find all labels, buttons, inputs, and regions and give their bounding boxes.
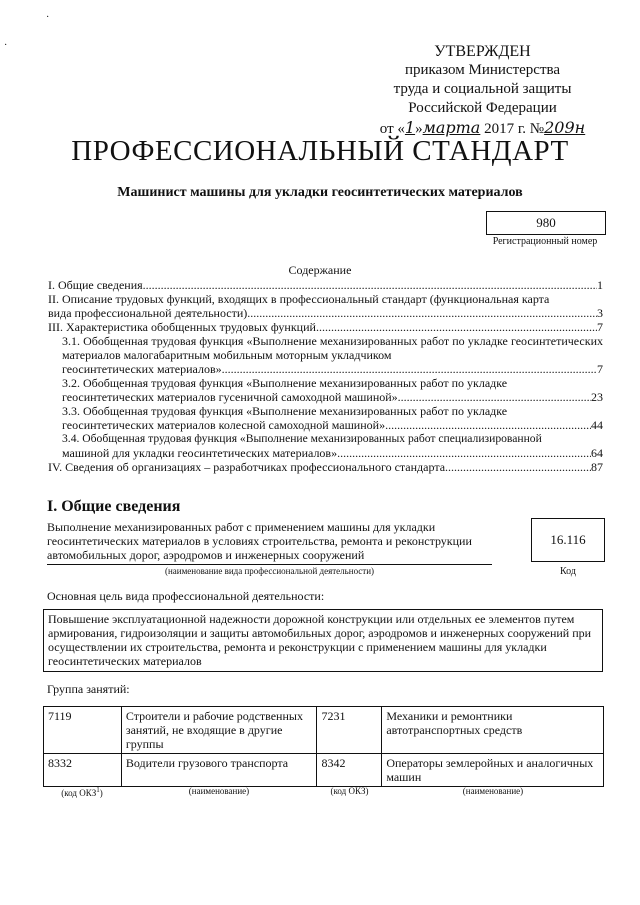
okz-code: 7119 bbox=[44, 707, 122, 754]
activity-code: 16.116 bbox=[531, 518, 605, 562]
toc-item-text: геосинтетических материалов колесной самоходной машиной» bbox=[62, 418, 386, 432]
activity-underline bbox=[47, 564, 492, 565]
toc-item-text: II. Описание трудовых функций, входящих в профессиональный стандарт (функциональная карта bbox=[48, 292, 550, 306]
toc-leader bbox=[247, 306, 597, 320]
toc-item-text: 3.2. Обобщенная трудовая функция «Выполнение механизированных работ по укладке bbox=[62, 376, 508, 390]
occupation-name: Механики и ремонтники автотранспортных средств bbox=[382, 707, 604, 754]
toc-page: 64 bbox=[591, 446, 603, 460]
document-subtitle: Машинист машины для укладки геосинтетических материалов bbox=[117, 185, 523, 200]
table-of-contents bbox=[48, 278, 603, 474]
toc-item-text: вида профессиональной деятельности) bbox=[48, 306, 248, 320]
approval-line: приказом Министерства bbox=[404, 62, 561, 78]
toc-item-text: 3.1. Обобщенная трудовая функция «Выполнение механизированных работ по укладке геосинтетических материалов малогабаритным мобильным моторным укладчиком bbox=[62, 334, 603, 362]
toc-page: 87 bbox=[591, 460, 603, 474]
code-caption: Код bbox=[560, 566, 576, 577]
occupation-groups-table bbox=[43, 706, 604, 787]
toc-item[interactable] bbox=[48, 334, 603, 376]
date-mid: » bbox=[415, 121, 423, 137]
okz-code: 7231 bbox=[317, 707, 382, 754]
occupation-name: Водители грузового транспорта bbox=[121, 754, 317, 787]
toc-item[interactable] bbox=[48, 404, 603, 432]
order-number: 209н bbox=[544, 118, 586, 137]
toc-item-text: III. Характеристика обобщенных трудовых функций bbox=[48, 320, 316, 334]
toc-leader bbox=[445, 460, 591, 474]
toc-page: 7 bbox=[597, 320, 603, 334]
approval-line: труда и социальной защиты bbox=[393, 81, 572, 97]
toc-leader bbox=[398, 390, 591, 404]
approval-line: Российской Федерации bbox=[408, 100, 557, 116]
approval-block bbox=[360, 42, 605, 139]
toc-item[interactable] bbox=[48, 460, 603, 474]
caption-code-okz bbox=[43, 786, 121, 798]
toc-item[interactable] bbox=[48, 376, 603, 404]
groups-label: Группа занятий: bbox=[47, 682, 130, 696]
approval-heading: УТВЕРЖДЕН bbox=[434, 43, 531, 60]
toc-leader bbox=[143, 278, 597, 292]
toc-page: 3 bbox=[597, 306, 603, 320]
toc-item-text: геосинтетических материалов гусеничной самоходной машиной» bbox=[62, 390, 398, 404]
toc-page: 1 bbox=[597, 278, 603, 292]
toc-leader bbox=[337, 446, 591, 460]
toc-leader bbox=[316, 320, 597, 334]
table-row bbox=[44, 754, 604, 787]
toc-page: 23 bbox=[591, 390, 603, 404]
toc-item-text: 3.4. Обобщенная трудовая функция «Выполнение механизированных работ специализированной bbox=[62, 432, 542, 445]
toc-item-text: I. Общие сведения bbox=[48, 278, 143, 292]
toc-title: Содержание bbox=[288, 263, 352, 277]
activity-caption: (наименование вида профессиональной деятельности) bbox=[164, 566, 375, 576]
occupation-name: Операторы землеройных и аналогичных машин bbox=[382, 754, 604, 787]
toc-item[interactable] bbox=[48, 320, 603, 334]
toc-item[interactable] bbox=[48, 432, 603, 460]
scan-speck: · bbox=[46, 12, 50, 23]
toc-item-text: 3.3. Обобщенная трудовая функция «Выполнение механизированных работ по укладке bbox=[62, 404, 508, 418]
caption-name: (наименование) bbox=[188, 786, 250, 796]
goal-box: Повышение эксплуатационной надежности дорожной конструкции или отдельных ее элементов путем армирования, гидроизоляции и защиты автомобильных дорог, аэродромов и инженерных сооружений при осуществлении их строительства, ремонта и реконструкции с применением машины для укладки геосинтетических материалов bbox=[43, 609, 603, 672]
date-prefix: от « bbox=[379, 121, 405, 137]
document-title: ПРОФЕССИОНАЛЬНЫЙ СТАНДАРТ bbox=[71, 135, 569, 167]
activity-name: Выполнение механизированных работ с применением машины для укладки геосинтетических материалов в условиях строительства, ремонта и реконструкции автомобильных дорог, аэродромов и инженерных сооружений bbox=[47, 520, 472, 562]
caption-name-2: (наименование) bbox=[462, 786, 524, 796]
okz-code: 8342 bbox=[317, 754, 382, 787]
caption-code-okz-2: (код ОКЗ) bbox=[330, 786, 369, 796]
date-year: 2017 г. № bbox=[480, 121, 545, 137]
date-month: марта bbox=[422, 118, 481, 137]
toc-page: 44 bbox=[591, 418, 603, 432]
toc-leader bbox=[385, 418, 591, 432]
toc-item-text: геосинтетических материалов» bbox=[62, 362, 222, 376]
registration-number: 980 bbox=[486, 211, 606, 235]
caption-text: (код ОКЗ bbox=[61, 788, 97, 798]
footnote-marker: 1 bbox=[96, 786, 100, 794]
toc-item-text: машиной для укладки геосинтетических материалов» bbox=[62, 446, 338, 460]
registration-caption: Регистрационный номер bbox=[492, 236, 598, 247]
table-row bbox=[44, 707, 604, 754]
section-heading: I. Общие сведения bbox=[47, 498, 181, 515]
toc-item[interactable] bbox=[48, 292, 603, 320]
date-day: 1 bbox=[404, 118, 416, 137]
caption-text: ) bbox=[99, 788, 103, 798]
scan-speck: · bbox=[4, 40, 8, 51]
goal-label: Основная цель вида профессиональной деятельности: bbox=[47, 589, 325, 603]
okz-code: 8332 bbox=[44, 754, 122, 787]
occupation-name: Строители и рабочие родственных занятий, не входящие в другие группы bbox=[121, 707, 317, 754]
toc-item[interactable] bbox=[48, 278, 603, 292]
toc-item-text: IV. Сведения об организациях – разработчиках профессионального стандарта bbox=[48, 460, 446, 474]
toc-leader bbox=[222, 362, 597, 376]
toc-page: 7 bbox=[597, 362, 603, 376]
